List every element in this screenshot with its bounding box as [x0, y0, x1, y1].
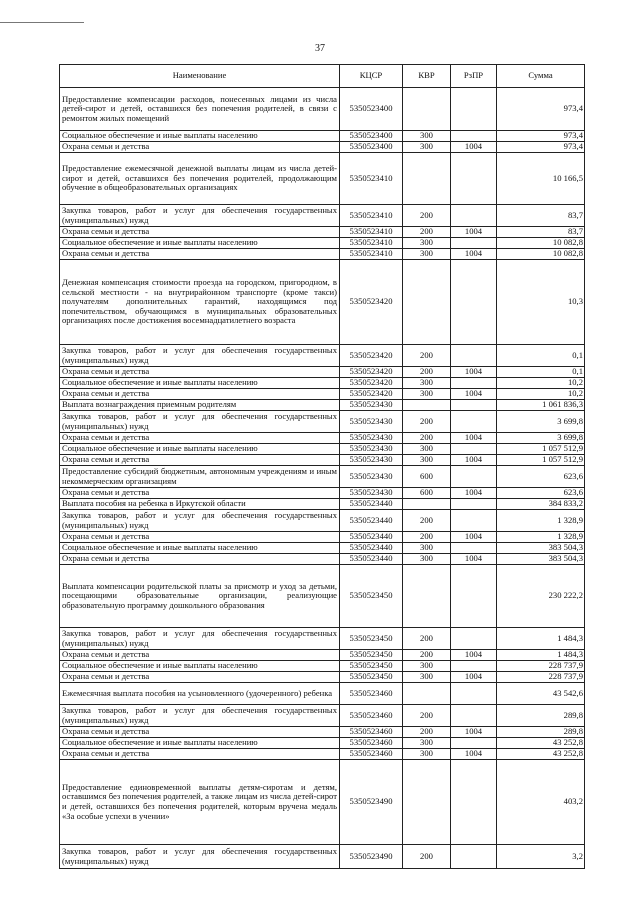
cell-kvr: 300	[403, 543, 451, 554]
cell-kcsr: 5350523450	[340, 672, 403, 683]
cell-kcsr: 5350523400	[340, 131, 403, 142]
cell-sum: 383 504,3	[497, 543, 585, 554]
cell-sum: 1 328,9	[497, 510, 585, 532]
cell-rzpr	[451, 738, 497, 749]
cell-rzpr: 1004	[451, 672, 497, 683]
cell-name: Ежемесячная выплата пособия на усыновленного (удочеренного) ребенка	[60, 683, 340, 705]
table-row	[60, 466, 585, 488]
cell-sum: 384 833,2	[497, 499, 585, 510]
cell-kcsr: 5350523410	[340, 227, 403, 238]
table-row	[60, 227, 585, 238]
cell-rzpr	[451, 628, 497, 650]
table-row	[60, 845, 585, 869]
table-row	[60, 238, 585, 249]
cell-kvr: 300	[403, 661, 451, 672]
cell-kvr: 300	[403, 238, 451, 249]
cell-kcsr: 5350523450	[340, 650, 403, 661]
table-row	[60, 153, 585, 205]
table-row	[60, 532, 585, 543]
page-number: 37	[315, 43, 325, 54]
cell-name: Закупка товаров, работ и услуг для обеспечения государственных (муниципальных) нужд	[60, 845, 340, 869]
table-row	[60, 444, 585, 455]
cell-kvr: 200	[403, 367, 451, 378]
cell-sum: 230 222,2	[497, 565, 585, 628]
cell-kcsr: 5350523420	[340, 345, 403, 367]
cell-name: Охрана семьи и детства	[60, 389, 340, 400]
cell-kcsr: 5350523440	[340, 510, 403, 532]
cell-sum: 10 082,8	[497, 238, 585, 249]
cell-sum: 3 699,8	[497, 411, 585, 433]
cell-sum: 43 252,8	[497, 738, 585, 749]
table-row	[60, 488, 585, 499]
table-row	[60, 543, 585, 554]
table-row	[60, 760, 585, 845]
cell-kvr: 200	[403, 845, 451, 869]
cell-name: Охрана семьи и детства	[60, 650, 340, 661]
cell-name: Закупка товаров, работ и услуг для обеспечения государственных (муниципальных) нужд	[60, 345, 340, 367]
cell-rzpr	[451, 88, 497, 131]
cell-sum: 83,7	[497, 227, 585, 238]
cell-name: Выплата вознаграждения приемным родителям	[60, 400, 340, 411]
cell-name: Охрана семьи и детства	[60, 727, 340, 738]
table-row	[60, 738, 585, 749]
cell-kvr: 300	[403, 749, 451, 760]
cell-rzpr	[451, 400, 497, 411]
cell-sum: 623,6	[497, 488, 585, 499]
cell-kcsr: 5350523430	[340, 455, 403, 466]
cell-kvr: 300	[403, 455, 451, 466]
table-row	[60, 683, 585, 705]
cell-rzpr	[451, 543, 497, 554]
cell-rzpr	[451, 466, 497, 488]
cell-sum: 1 061 836,3	[497, 400, 585, 411]
table-row	[60, 88, 585, 131]
cell-kvr: 200	[403, 628, 451, 650]
cell-kcsr: 5350523460	[340, 738, 403, 749]
cell-kcsr: 5350523440	[340, 554, 403, 565]
cell-kvr: 300	[403, 142, 451, 153]
cell-kcsr: 5350523400	[340, 88, 403, 131]
cell-kvr: 600	[403, 488, 451, 499]
cell-rzpr: 1004	[451, 227, 497, 238]
cell-kvr: 200	[403, 205, 451, 227]
cell-kcsr: 5350523430	[340, 411, 403, 433]
table-row	[60, 142, 585, 153]
cell-sum: 228 737,9	[497, 661, 585, 672]
cell-rzpr: 1004	[451, 650, 497, 661]
cell-kvr: 300	[403, 249, 451, 260]
cell-name: Охрана семьи и детства	[60, 532, 340, 543]
cell-sum: 3,2	[497, 845, 585, 869]
cell-name: Предоставление ежемесячной денежной выплаты лицам из числа детей-сирот и детей, оставшихся без попечения родителей, продолжающим обучение в общеобразовательных организациях	[60, 153, 340, 205]
table-row	[60, 661, 585, 672]
cell-kcsr: 5350523450	[340, 628, 403, 650]
table-row	[60, 378, 585, 389]
cell-kcsr: 5350523400	[340, 142, 403, 153]
cell-rzpr	[451, 260, 497, 345]
cell-rzpr: 1004	[451, 532, 497, 543]
cell-sum: 1 328,9	[497, 532, 585, 543]
cell-rzpr	[451, 760, 497, 845]
cell-kvr: 200	[403, 411, 451, 433]
table-row	[60, 389, 585, 400]
cell-kvr: 300	[403, 378, 451, 389]
cell-name: Предоставление субсидий бюджетным, автономным учреждениям и иным некоммерческим организациям	[60, 466, 340, 488]
cell-rzpr	[451, 683, 497, 705]
cell-kvr: 200	[403, 510, 451, 532]
table-header-row	[60, 65, 585, 88]
cell-kvr: 600	[403, 466, 451, 488]
cell-kvr: 300	[403, 444, 451, 455]
cell-sum: 289,8	[497, 705, 585, 727]
table-row	[60, 727, 585, 738]
cell-kvr	[403, 400, 451, 411]
cell-name: Социальное обеспечение и иные выплаты населению	[60, 444, 340, 455]
cell-kvr: 300	[403, 738, 451, 749]
cell-kvr: 200	[403, 227, 451, 238]
table-row	[60, 433, 585, 444]
cell-kvr: 200	[403, 345, 451, 367]
cell-name: Социальное обеспечение и иные выплаты населению	[60, 543, 340, 554]
cell-rzpr	[451, 444, 497, 455]
cell-kcsr: 5350523460	[340, 683, 403, 705]
cell-kcsr: 5350523490	[340, 760, 403, 845]
cell-rzpr	[451, 345, 497, 367]
cell-sum: 83,7	[497, 205, 585, 227]
cell-name: Денежная компенсация стоимости проезда на городском, пригородном, в сельской местности - на внутрирайонном транспорте (кроме такси) получателям дополнительных гарантий, находящимся под попечительством, обучающимся в муниципальных образовательных организациях после достижения восемнадцатилетнего возраста	[60, 260, 340, 345]
cell-kcsr: 5350523430	[340, 433, 403, 444]
cell-kvr: 200	[403, 433, 451, 444]
cell-name: Выплата компенсации родительской платы за присмотр и уход за детьми, посещающими образовательные организации, реализующие образовательную программу дошкольного образования	[60, 565, 340, 628]
cell-kvr: 300	[403, 131, 451, 142]
cell-rzpr	[451, 378, 497, 389]
header-kcsr: КЦСР	[340, 65, 403, 88]
table-row	[60, 249, 585, 260]
cell-kvr: 200	[403, 705, 451, 727]
cell-name: Охрана семьи и детства	[60, 227, 340, 238]
cell-kcsr: 5350523420	[340, 378, 403, 389]
cell-name: Социальное обеспечение и иные выплаты населению	[60, 738, 340, 749]
cell-name: Охрана семьи и детства	[60, 367, 340, 378]
cell-rzpr	[451, 845, 497, 869]
cell-rzpr	[451, 499, 497, 510]
cell-kvr	[403, 88, 451, 131]
cell-rzpr	[451, 565, 497, 628]
table-row	[60, 345, 585, 367]
cell-kvr: 200	[403, 650, 451, 661]
table-row	[60, 400, 585, 411]
cell-sum: 0,1	[497, 367, 585, 378]
cell-name: Закупка товаров, работ и услуг для обеспечения государственных (муниципальных) нужд	[60, 628, 340, 650]
cell-kvr: 300	[403, 554, 451, 565]
table-row	[60, 510, 585, 532]
cell-sum: 10,3	[497, 260, 585, 345]
cell-kvr	[403, 683, 451, 705]
cell-kcsr: 5350523410	[340, 205, 403, 227]
cell-name: Закупка товаров, работ и услуг для обеспечения государственных (муниципальных) нужд	[60, 411, 340, 433]
cell-kcsr: 5350523440	[340, 543, 403, 554]
cell-kvr	[403, 499, 451, 510]
cell-name: Охрана семьи и детства	[60, 455, 340, 466]
cell-kvr: 200	[403, 727, 451, 738]
table-body	[60, 88, 585, 869]
cell-rzpr	[451, 153, 497, 205]
table-row	[60, 411, 585, 433]
cell-name: Закупка товаров, работ и услуг для обеспечения государственных (муниципальных) нужд	[60, 205, 340, 227]
cell-name: Охрана семьи и детства	[60, 433, 340, 444]
cell-kcsr: 5350523440	[340, 499, 403, 510]
cell-kvr	[403, 760, 451, 845]
cell-kcsr: 5350523430	[340, 466, 403, 488]
cell-sum: 228 737,9	[497, 672, 585, 683]
table-row	[60, 628, 585, 650]
cell-kvr	[403, 565, 451, 628]
cell-sum: 973,4	[497, 131, 585, 142]
cell-rzpr	[451, 705, 497, 727]
cell-sum: 10 082,8	[497, 249, 585, 260]
cell-kcsr: 5350523420	[340, 260, 403, 345]
cell-rzpr: 1004	[451, 488, 497, 499]
cell-sum: 0,1	[497, 345, 585, 367]
cell-name: Выплата пособия на ребенка в Иркутской области	[60, 499, 340, 510]
budget-table	[59, 64, 585, 869]
cell-sum: 10,2	[497, 378, 585, 389]
table-row	[60, 650, 585, 661]
top-rule	[0, 22, 84, 23]
table-row	[60, 749, 585, 760]
cell-rzpr: 1004	[451, 367, 497, 378]
cell-sum: 1 484,3	[497, 628, 585, 650]
cell-kvr: 300	[403, 389, 451, 400]
cell-rzpr: 1004	[451, 554, 497, 565]
cell-sum: 10 166,5	[497, 153, 585, 205]
table-row	[60, 455, 585, 466]
table-row	[60, 499, 585, 510]
cell-kcsr: 5350523450	[340, 661, 403, 672]
cell-sum: 43 252,8	[497, 749, 585, 760]
cell-kcsr: 5350523460	[340, 705, 403, 727]
cell-kcsr: 5350523420	[340, 389, 403, 400]
cell-rzpr	[451, 661, 497, 672]
table-row	[60, 705, 585, 727]
cell-name: Закупка товаров, работ и услуг для обеспечения государственных (муниципальных) нужд	[60, 510, 340, 532]
cell-name: Предоставление компенсации расходов, понесенных лицами из числа детей-сирот и детей, оставшихся без попечения родителей, в связи с ремонтом жилых помещений	[60, 88, 340, 131]
cell-kcsr: 5350523410	[340, 153, 403, 205]
cell-name: Охрана семьи и детства	[60, 488, 340, 499]
table-row	[60, 131, 585, 142]
cell-rzpr: 1004	[451, 249, 497, 260]
cell-sum: 973,4	[497, 88, 585, 131]
cell-kvr	[403, 153, 451, 205]
cell-kcsr: 5350523460	[340, 749, 403, 760]
cell-rzpr: 1004	[451, 142, 497, 153]
cell-name: Закупка товаров, работ и услуг для обеспечения государственных (муниципальных) нужд	[60, 705, 340, 727]
cell-rzpr	[451, 510, 497, 532]
cell-kcsr: 5350523460	[340, 727, 403, 738]
table-row	[60, 554, 585, 565]
table-row	[60, 672, 585, 683]
header-rzpr: РзПР	[451, 65, 497, 88]
cell-sum: 403,2	[497, 760, 585, 845]
cell-sum: 10,2	[497, 389, 585, 400]
cell-name: Охрана семьи и детства	[60, 142, 340, 153]
cell-sum: 43 542,6	[497, 683, 585, 705]
cell-kcsr: 5350523430	[340, 444, 403, 455]
header-name: Наименование	[60, 65, 340, 88]
cell-name: Социальное обеспечение и иные выплаты населению	[60, 378, 340, 389]
cell-sum: 1 057 512,9	[497, 444, 585, 455]
cell-name: Охрана семьи и детства	[60, 249, 340, 260]
cell-name: Социальное обеспечение и иные выплаты населению	[60, 661, 340, 672]
cell-kcsr: 5350523420	[340, 367, 403, 378]
cell-rzpr	[451, 238, 497, 249]
cell-sum: 3 699,8	[497, 433, 585, 444]
header-kvr: КВР	[403, 65, 451, 88]
cell-kvr: 200	[403, 532, 451, 543]
cell-name: Охрана семьи и детства	[60, 554, 340, 565]
cell-kcsr: 5350523410	[340, 238, 403, 249]
cell-name: Социальное обеспечение и иные выплаты населению	[60, 238, 340, 249]
table-row	[60, 367, 585, 378]
cell-kcsr: 5350523450	[340, 565, 403, 628]
cell-rzpr: 1004	[451, 749, 497, 760]
cell-name: Предоставление единовременной выплаты детям-сиротам и детям, оставшимся без попечения родителей, а также лицам из числа детей-сирот и детей, оставшихся без попечения родителей, которым вручена медаль «За особые успехи в учении»	[60, 760, 340, 845]
header-sum: Сумма	[497, 65, 585, 88]
cell-rzpr	[451, 411, 497, 433]
table-row	[60, 565, 585, 628]
cell-kcsr: 5350523410	[340, 249, 403, 260]
table-row	[60, 260, 585, 345]
cell-rzpr	[451, 205, 497, 227]
cell-kcsr: 5350523490	[340, 845, 403, 869]
cell-sum: 1 484,3	[497, 650, 585, 661]
cell-sum: 289,8	[497, 727, 585, 738]
cell-sum: 973,4	[497, 142, 585, 153]
cell-kcsr: 5350523430	[340, 488, 403, 499]
cell-sum: 623,6	[497, 466, 585, 488]
table-row	[60, 205, 585, 227]
cell-rzpr: 1004	[451, 389, 497, 400]
cell-kcsr: 5350523440	[340, 532, 403, 543]
cell-name: Охрана семьи и детства	[60, 672, 340, 683]
cell-rzpr: 1004	[451, 433, 497, 444]
cell-name: Охрана семьи и детства	[60, 749, 340, 760]
cell-rzpr	[451, 131, 497, 142]
cell-kvr: 300	[403, 672, 451, 683]
cell-sum: 1 057 512,9	[497, 455, 585, 466]
cell-sum: 383 504,3	[497, 554, 585, 565]
cell-kcsr: 5350523430	[340, 400, 403, 411]
cell-rzpr: 1004	[451, 727, 497, 738]
cell-name: Социальное обеспечение и иные выплаты населению	[60, 131, 340, 142]
cell-rzpr: 1004	[451, 455, 497, 466]
cell-kvr	[403, 260, 451, 345]
